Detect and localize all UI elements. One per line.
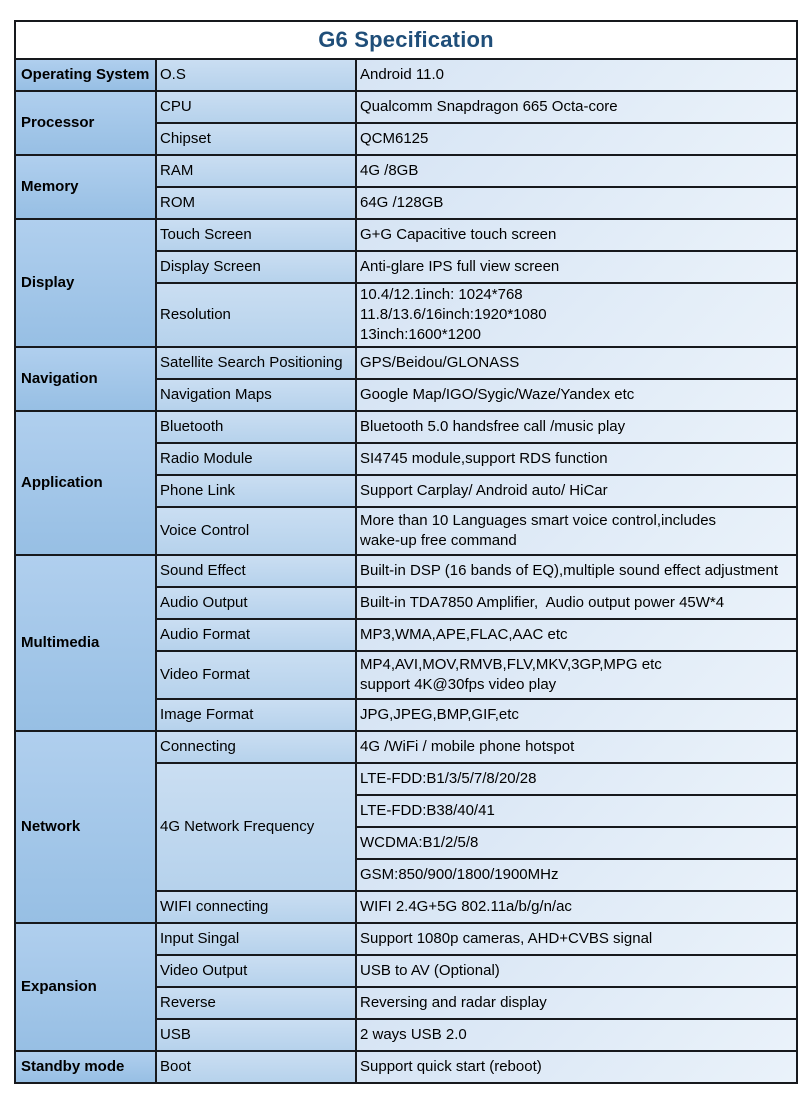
value-cell [356,795,797,827]
value-cell [356,443,797,475]
spec-row [15,555,797,587]
value-line: GPS/Beidou/GLONASS [360,354,520,371]
category-cell: Display [15,219,156,347]
value-cell [356,411,797,443]
label-cell: Radio Module [156,443,356,475]
value-cell [356,347,797,379]
value-cell [356,187,797,219]
value-line: Support 1080p cameras, AHD+CVBS signal [360,930,653,947]
value-line: Google Map/IGO/Sygic/Waze/Yandex etc [360,386,635,403]
category-cell: Standby mode [15,1051,156,1083]
value-cell [356,379,797,411]
value-line: 13inch:1600*1200 [360,326,481,343]
value-cell [356,251,797,283]
value-line: Anti-glare IPS full view screen [360,258,560,275]
category-cell: Application [15,411,156,555]
label-cell: Voice Control [156,507,356,555]
category-cell: Processor [15,91,156,155]
label-cell: USB [156,1019,356,1051]
spec-row [15,59,797,91]
value-line: Support quick start (reboot) [360,1058,542,1075]
label-cell: Input Singal [156,923,356,955]
value-cell [356,827,797,859]
value-cell [356,587,797,619]
label-cell: Chipset [156,123,356,155]
label-cell: CPU [156,91,356,123]
value-cell [356,955,797,987]
value-cell [356,91,797,123]
category-cell: Network [15,731,156,923]
label-cell: Image Format [156,699,356,731]
value-cell [356,619,797,651]
value-line: LTE-FDD:B1/3/5/7/8/20/28 [360,770,537,787]
value-line: Built-in TDA7850 Amplifier, Audio output power 45W*4 [360,594,725,611]
spec-table [14,20,798,1084]
label-cell: Phone Link [156,475,356,507]
value-cell [356,155,797,187]
label-cell: RAM [156,155,356,187]
spec-table-body [15,59,797,1083]
category-cell: Memory [15,155,156,219]
category-cell: Multimedia [15,555,156,731]
value-line: WCDMA:B1/2/5/8 [360,834,479,851]
category-cell: Navigation [15,347,156,411]
value-line: wake-up free command [360,532,517,549]
value-cell [356,699,797,731]
label-cell: Audio Format [156,619,356,651]
value-line: Bluetooth 5.0 handsfree call /music play [360,418,626,435]
value-line: USB to AV (Optional) [360,962,500,979]
value-cell [356,987,797,1019]
value-line: support 4K@30fps video play [360,676,557,693]
value-cell [356,283,797,347]
value-cell [356,123,797,155]
label-cell: Reverse [156,987,356,1019]
value-line: Reversing and radar display [360,994,547,1011]
value-line: QCM6125 [360,130,429,147]
label-cell: ROM [156,187,356,219]
value-cell [356,891,797,923]
spec-row [15,347,797,379]
page-title: G6 Specification [15,21,797,59]
label-cell: Audio Output [156,587,356,619]
value-line: Android 11.0 [360,66,444,83]
value-line: SI4745 module,support RDS function [360,450,608,467]
value-line: Built-in DSP (16 bands of EQ),multiple sound effect adjustment [360,562,779,579]
value-cell [356,859,797,891]
label-cell: O.S [156,59,356,91]
value-line: 10.4/12.1inch: 1024*768 [360,286,523,303]
value-line: WIFI 2.4G+5G 802.11a/b/g/n/ac [360,898,572,915]
value-cell [356,651,797,699]
spec-row [15,219,797,251]
spec-row [15,923,797,955]
value-line: Qualcomm Snapdragon 665 Octa-core [360,98,618,115]
value-line: Support Carplay/ Android auto/ HiCar [360,482,608,499]
value-line: G+G Capacitive touch screen [360,226,557,243]
value-cell [356,59,797,91]
label-cell: Resolution [156,283,356,347]
label-cell: Boot [156,1051,356,1083]
value-cell [356,507,797,555]
value-cell [356,763,797,795]
value-cell [356,555,797,587]
label-cell: WIFI connecting [156,891,356,923]
value-line: 2 ways USB 2.0 [360,1026,467,1043]
value-cell [356,475,797,507]
value-line: LTE-FDD:B38/40/41 [360,802,495,819]
value-line: 4G /8GB [360,162,419,179]
value-cell [356,923,797,955]
label-cell: Video Output [156,955,356,987]
label-cell: 4G Network Frequency [156,763,356,891]
value-line: GSM:850/900/1800/1900MHz [360,866,559,883]
label-cell: Touch Screen [156,219,356,251]
value-line: MP4,AVI,MOV,RMVB,FLV,MKV,3GP,MPG etc [360,656,662,673]
value-line: MP3,WMA,APE,FLAC,AAC etc [360,626,568,643]
value-cell [356,219,797,251]
value-line: More than 10 Languages smart voice control,includes [360,512,717,529]
category-cell: Operating System [15,59,156,91]
value-line: JPG,JPEG,BMP,GIF,etc [360,706,519,723]
title-row [15,21,797,59]
label-cell: Video Format [156,651,356,699]
spec-row [15,411,797,443]
value-cell [356,731,797,763]
value-cell [356,1019,797,1051]
label-cell: Satellite Search Positioning [156,347,356,379]
value-line: 64G /128GB [360,194,444,211]
value-line: 11.8/13.6/16inch:1920*1080 [360,306,547,323]
spec-row [15,91,797,123]
spec-row [15,1051,797,1083]
label-cell: Navigation Maps [156,379,356,411]
category-cell: Expansion [15,923,156,1051]
spec-row [15,731,797,763]
label-cell: Connecting [156,731,356,763]
label-cell: Bluetooth [156,411,356,443]
label-cell: Sound Effect [156,555,356,587]
value-cell [356,1051,797,1083]
value-line: 4G /WiFi / mobile phone hotspot [360,738,575,755]
label-cell: Display Screen [156,251,356,283]
spec-row [15,155,797,187]
